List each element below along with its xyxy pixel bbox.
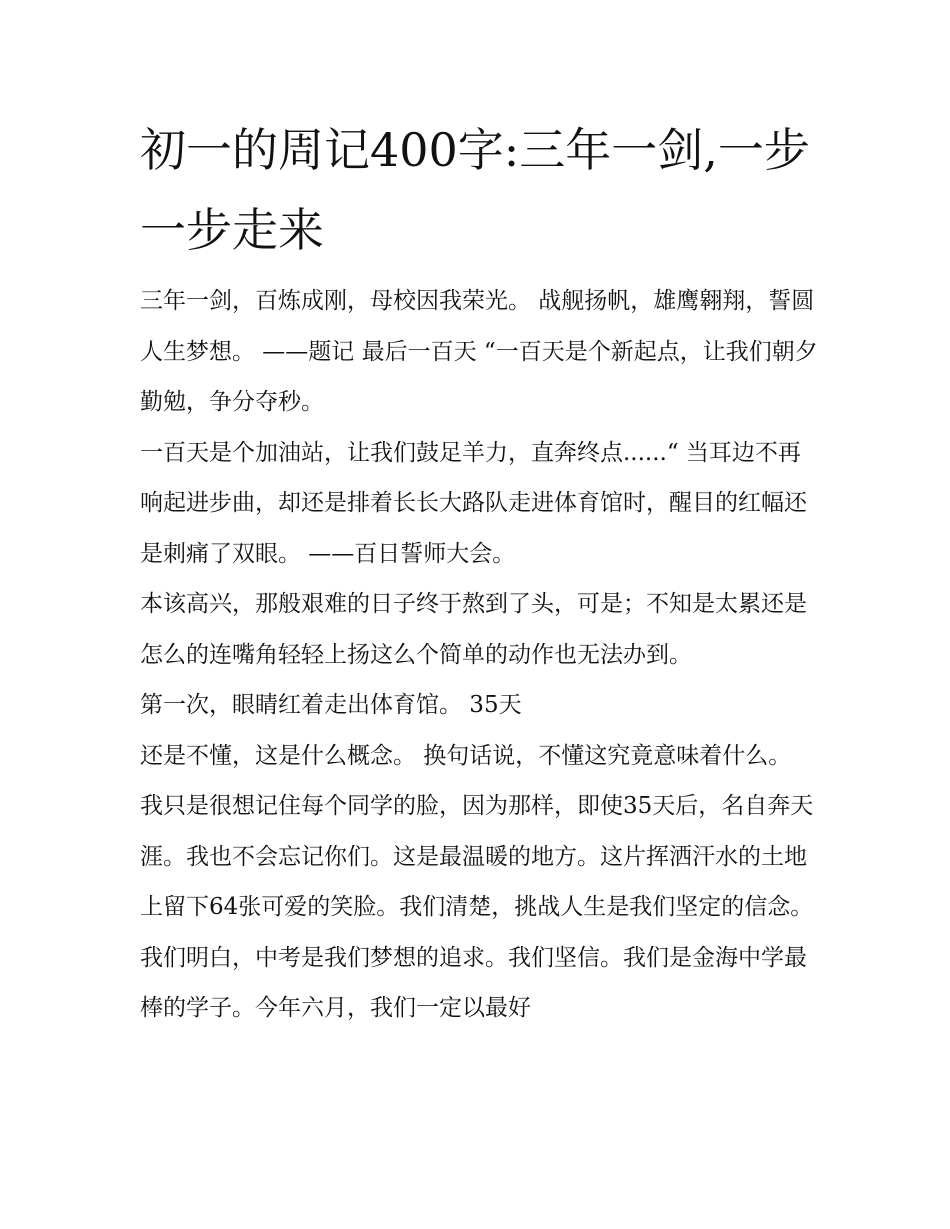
- paragraph-2: 一百天是个加油站，让我们鼓足羊力，直奔终点......“ 当耳边不再响起进步曲，却还是排着长长大路队走进体育馆时，醒目的红幅还是刺痛了双眼。 ——百日誓师大会。: [140, 439, 807, 567]
- paragraph-6: 我只是很想记住每个同学的脸，因为那样，即使35天后，名自奔天涯。我也不会忘记你们。这是最温暖的地方。这片挥洒汗水的土地上留下64张可爱的笑脸。我们清楚，挑战人生是我们坚定的信念。我们明白，中考是我们梦想的追求。我们坚信。我们是金海中学最棒的学子。今年六月，我们一定以最好: [140, 793, 814, 1021]
- paragraph-4: 第一次，眼睛红着走出体育馆。 35天: [140, 692, 522, 718]
- paragraph-5: 还是不懂，这是什么概念。 换句话说，不懂这究竟意味着什么。: [140, 742, 792, 769]
- paragraph-1: 三年一剑，百炼成刚，母校因我荣光。 战舰扬帆，雄鹰翱翔，誓圆人生梦想。 ——题记 最后一百天 “一百天是个新起点，让我们朝夕勤勉，争分夺秒。: [140, 288, 818, 415]
- paragraph-3: 本该高兴，那般艰难的日子终于熬到了头，可是；不知是太累还是怎么的连嘴角轻轻上扬这么个简单的动作也无法办到。: [140, 591, 807, 668]
- document-body: [140, 276, 820, 1034]
- document-title: 初一的周记400字:三年一剑,一步一步走来: [140, 123, 810, 257]
